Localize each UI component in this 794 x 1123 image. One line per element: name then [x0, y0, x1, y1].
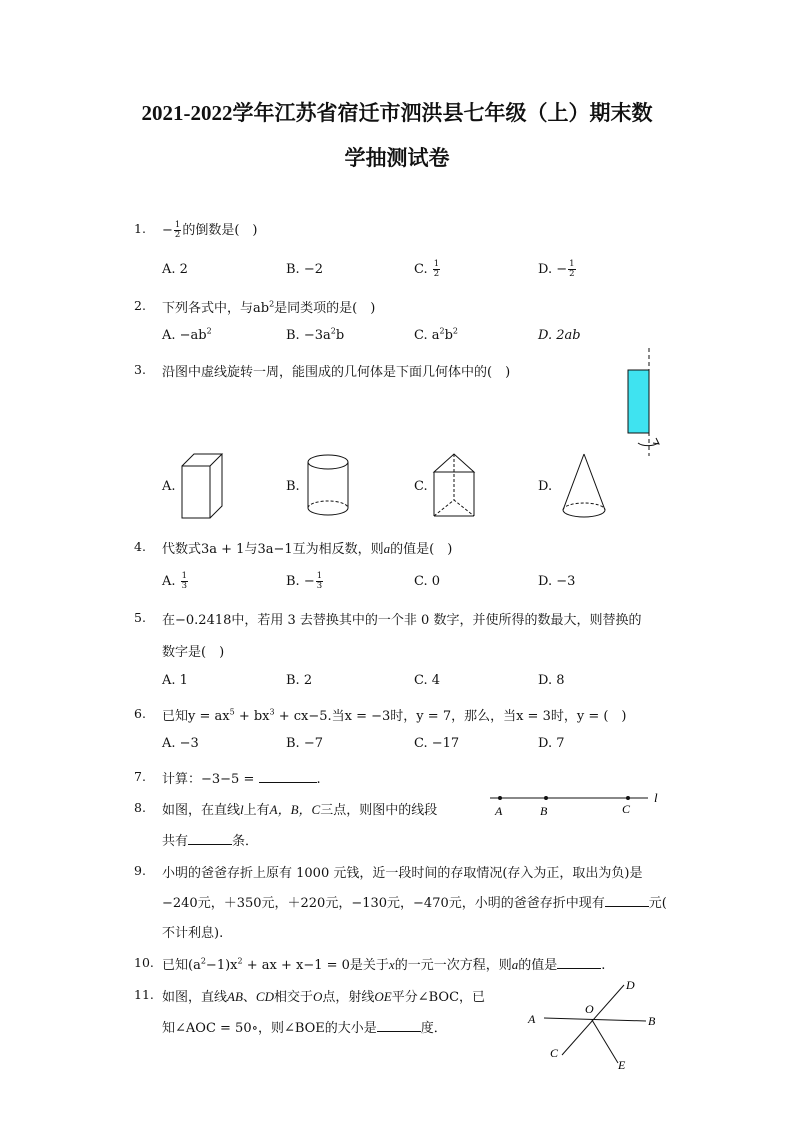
svg-text:E: E	[618, 1058, 626, 1072]
question-number: 4.	[134, 539, 146, 554]
svg-text:B: B	[540, 804, 548, 818]
question-stem-line2: 数字是( )	[162, 645, 225, 660]
option-a: A. 2	[162, 262, 188, 277]
option-d: D. − $\frac{1}{2}$	[538, 259, 575, 279]
option-b: B. 2	[286, 673, 313, 688]
answer-blank[interactable]	[377, 1019, 421, 1032]
question-stem-line2: 知∠AOC = 50∘，则∠BOE的大小是 度．	[162, 1021, 447, 1036]
stem-text: 的倒数是( )	[182, 223, 258, 238]
option-a: A. $-ab^2$	[162, 326, 212, 343]
question-number: 10.	[134, 955, 154, 970]
point-c	[626, 796, 630, 800]
point-a	[498, 796, 502, 800]
question-stem-line2: 共有 条．	[162, 834, 259, 849]
option-a: A. −3	[162, 736, 199, 751]
option-c: C. $\frac{1}{2}$	[414, 259, 440, 279]
option-a: A.	[162, 479, 176, 494]
option-d: D. −3	[538, 574, 576, 589]
option-d: D. 8	[538, 673, 565, 688]
option-d: D.	[538, 479, 553, 494]
arrow-head	[653, 438, 659, 444]
svg-text:C: C	[550, 1046, 559, 1060]
question-number: 6.	[134, 706, 146, 721]
question-stem: 沿图中虚线旋转一周，能围成的几何体是下面几何体中的( )	[162, 365, 511, 380]
option-a: A. 1	[162, 673, 188, 688]
svg-text:D: D	[626, 978, 635, 992]
cone-icon	[560, 452, 616, 524]
question-number: 11.	[134, 987, 154, 1002]
question-stem	[162, 219, 257, 240]
question-stem-line1: 如图，在直线l上有A，B，C三点，则图中的线段	[162, 802, 438, 818]
question-stem-line1: 在−0.2418中，若用 3 去替换其中的一个非 0 数字，并使所得的数最大，则替换的	[162, 613, 642, 628]
option-b: B. −2	[286, 262, 323, 277]
rotation-figure	[618, 348, 678, 463]
cylinder-icon	[306, 452, 356, 522]
answer-blank[interactable]	[259, 770, 317, 783]
option-b: B. $-3a^2b$	[286, 326, 345, 343]
triangular-prism-icon	[432, 452, 488, 522]
minus-sign: −	[162, 223, 173, 238]
option-b: B.	[286, 479, 300, 494]
question-number: 1.	[134, 221, 146, 236]
question-number: 5.	[134, 610, 146, 625]
option-c: C. 0	[414, 574, 441, 589]
question-stem: 下列各式中，与$ab^2$是同类项的是( )	[162, 299, 376, 316]
answer-blank[interactable]	[557, 956, 601, 969]
line-points-figure	[488, 788, 668, 824]
svg-text:B: B	[648, 1014, 656, 1028]
question-number: 9.	[134, 863, 146, 878]
fraction: $\frac{1}{2}$	[174, 220, 181, 240]
answer-blank[interactable]	[188, 832, 232, 845]
point-b	[544, 796, 548, 800]
question-number: 8.	[134, 800, 146, 815]
cyan-rectangle	[628, 370, 649, 433]
page-title-line2: 学抽测试卷	[344, 146, 450, 170]
svg-text:A: A	[495, 804, 503, 818]
option-c: C. $a^2b^2$	[414, 326, 459, 343]
svg-text:l: l	[654, 790, 658, 805]
question-stem: 计算：−3−5 = .	[162, 772, 321, 787]
option-b: B. −7	[286, 736, 323, 751]
option-d: D. 7	[538, 736, 565, 751]
option-b: B. − $\frac{1}{3}$	[286, 571, 323, 591]
question-stem-line1: 如图，直线AB、CD相交于O点，射线OE平分∠BOC，已	[162, 989, 486, 1005]
option-c: C. −17	[414, 736, 460, 751]
option-a: A. $\frac{1}{3}$	[162, 571, 188, 591]
intersecting-lines-figure	[524, 975, 664, 1075]
question-number: 3.	[134, 362, 146, 377]
question-stem: 已知$(a^2-1)x^2$ + ax + x−1 = 0是关于x的一元一次方程，则a的值是 .	[162, 956, 606, 973]
question-stem: 已知$y = ax^5 + bx^3 + cx-5$.当x = −3时，y = 7，那么，当x = 3时，y = ( )	[162, 707, 627, 724]
question-number: 7.	[134, 769, 146, 784]
option-c: C.	[414, 479, 428, 494]
question-stem-line3: 不计利息).	[162, 926, 224, 941]
question-stem-line1: 小明的爸爸存折上原有 1000 元钱，近一段时间的存取情况(存入为正，取出为负)是	[162, 866, 643, 881]
ray-oe	[592, 1020, 618, 1063]
svg-text:O: O	[585, 1002, 594, 1016]
question-number: 2.	[134, 298, 146, 313]
page-title: 2021-2022学年江苏省宿迁市泗洪县七年级（上）期末数	[141, 101, 653, 125]
question-stem: 代数式3a + 1与3a−1互为相反数，则a的值是( )	[162, 541, 453, 557]
svg-text:A: A	[528, 1012, 536, 1026]
cuboid-icon	[180, 452, 240, 522]
question-stem-line2: −240元，＋350元，＋220元，−130元，−470元，小明的爸爸存折中现有 元(	[162, 896, 667, 911]
option-c: C. 4	[414, 673, 441, 688]
svg-text:C: C	[622, 802, 631, 816]
option-d: D. 2ab	[538, 328, 581, 343]
answer-blank[interactable]	[605, 894, 649, 907]
